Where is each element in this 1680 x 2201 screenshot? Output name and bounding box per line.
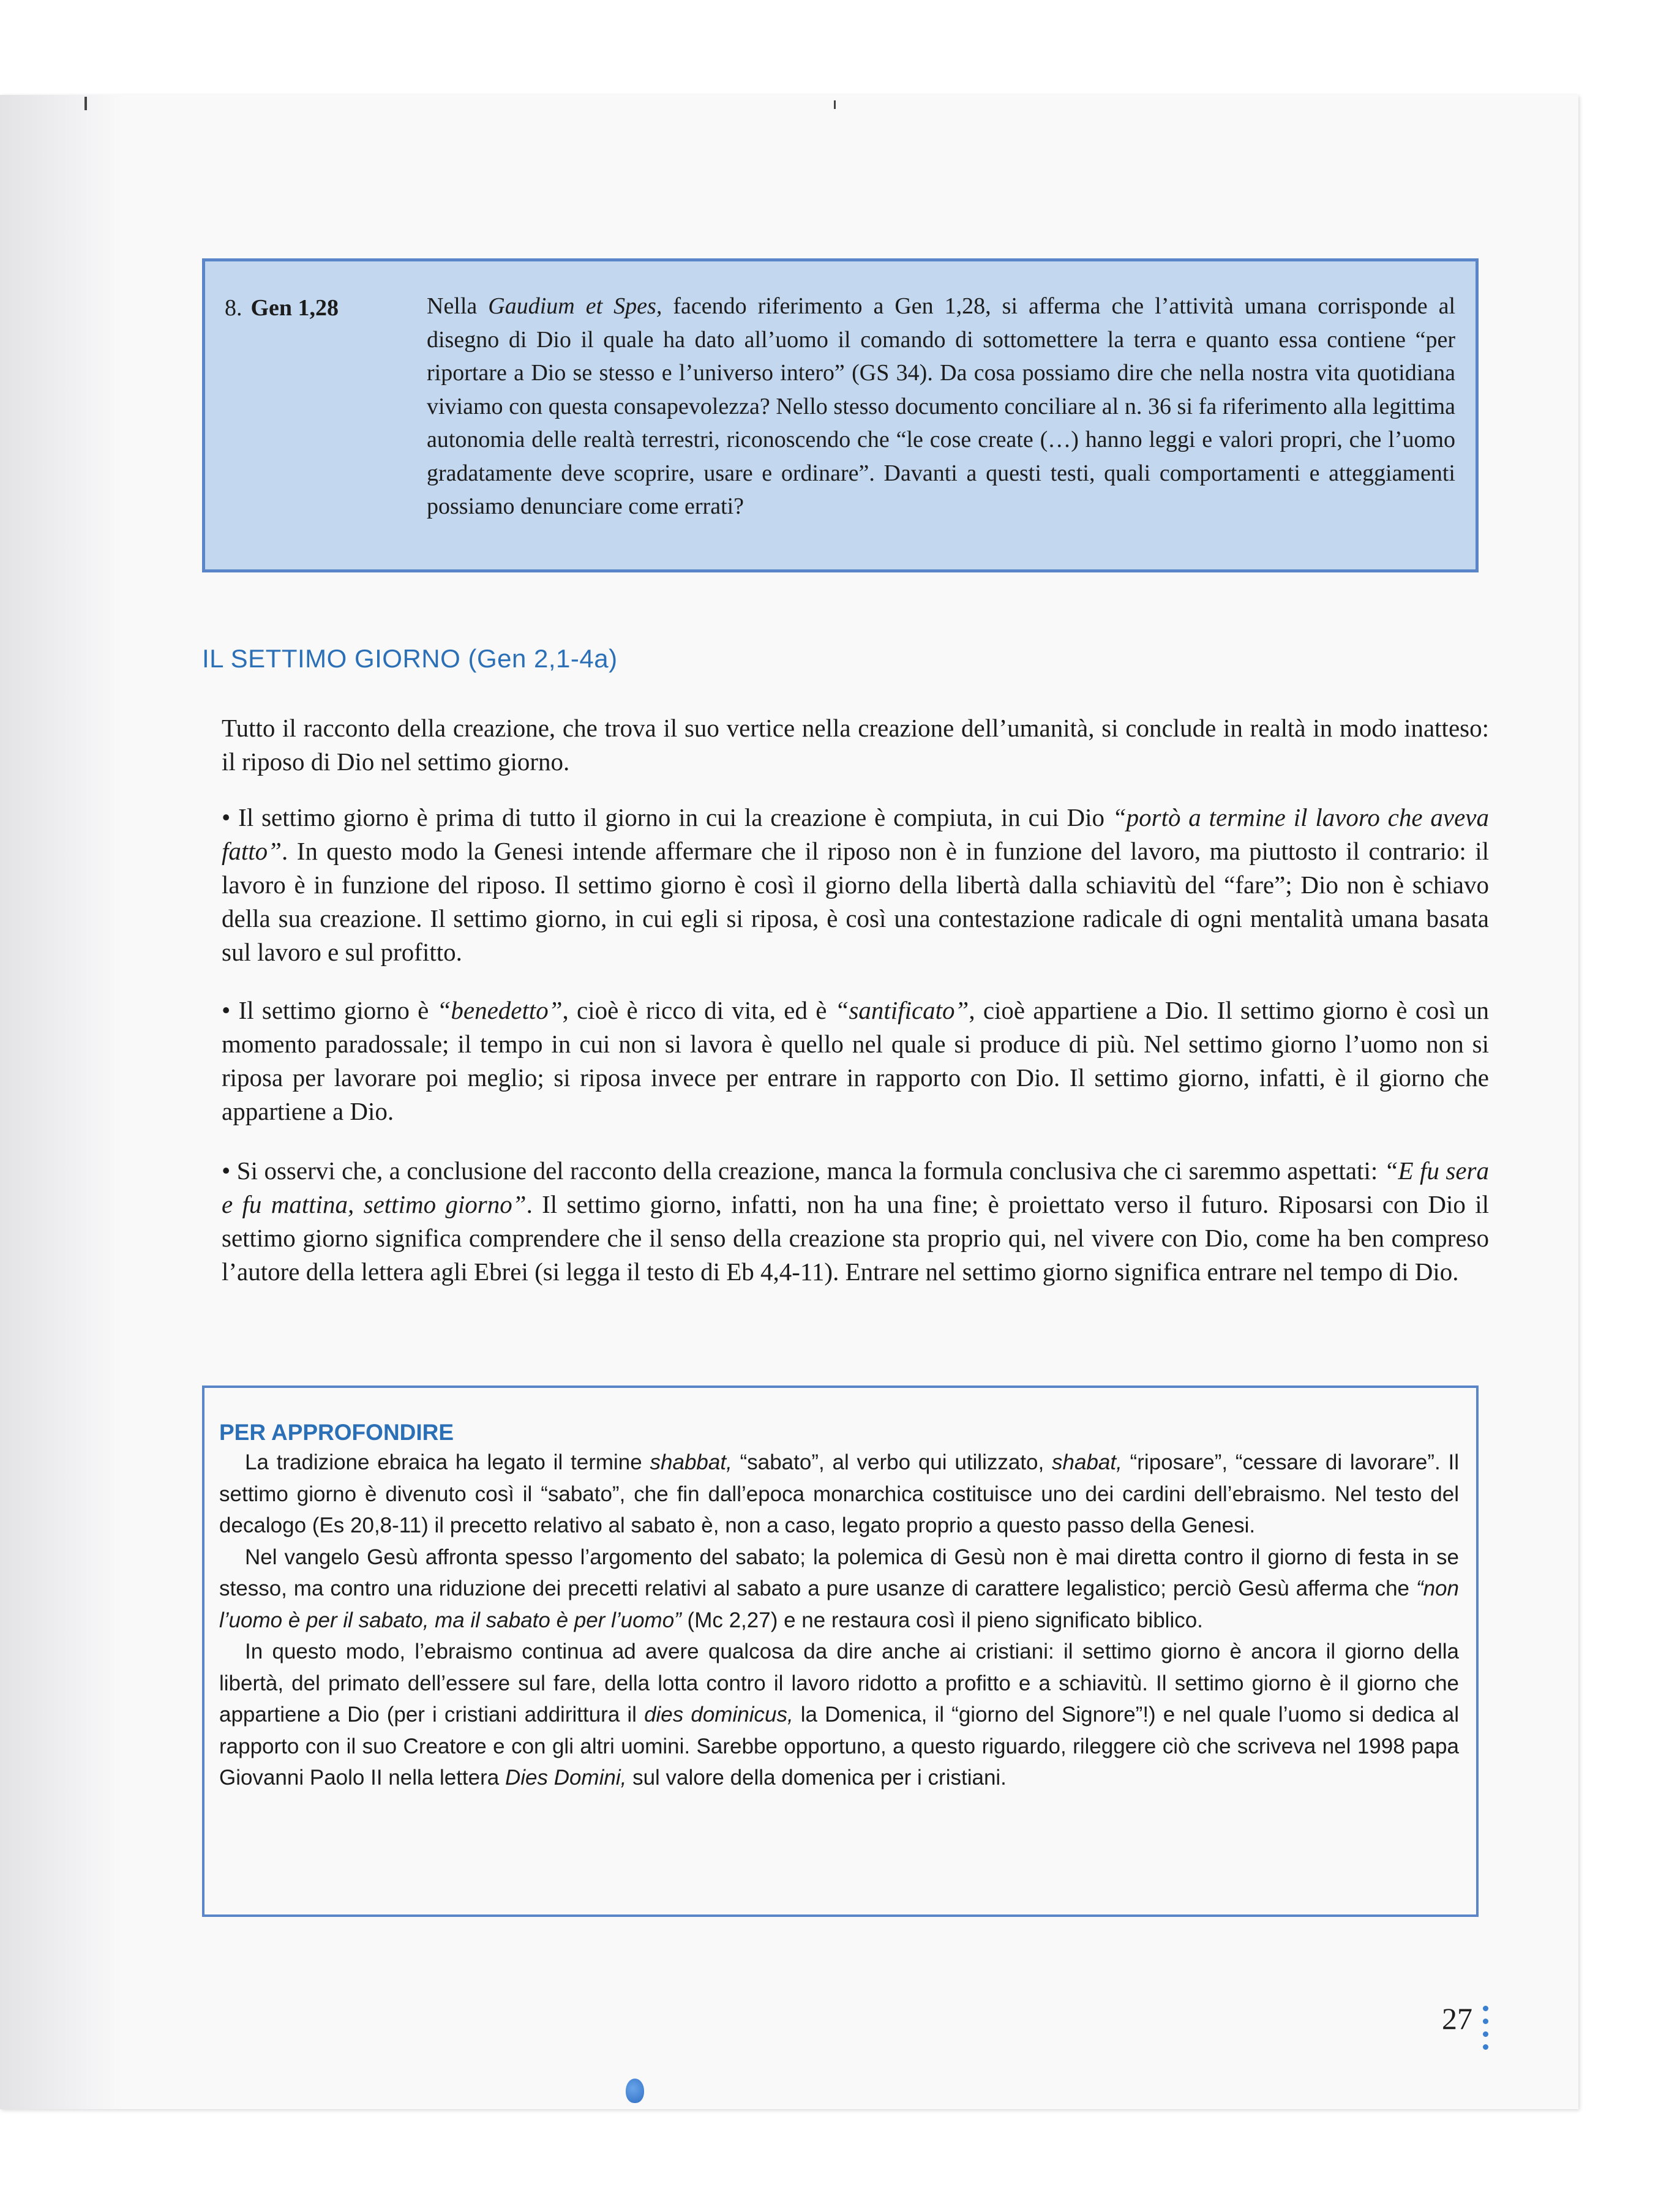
text-run: “sabato”, al verbo qui utilizzato, xyxy=(732,1450,1052,1474)
text-run: sul valore della domenica per i cristiani. xyxy=(626,1766,1007,1790)
body-paragraph-bullet-1 xyxy=(222,801,1489,969)
deepening-title: PER APPROFONDIRE xyxy=(219,1420,454,1445)
deepening-paragraph-3 xyxy=(219,1636,1459,1794)
ink-drop-icon xyxy=(626,2079,644,2103)
text-run: Nel vangelo Gesù affronta spesso l’argomento del sabato; la polemica di Gesù non è mai diretta contro il giorno di festa in se stesso, ma contro una riduzione dei precetti relativi al sabato a pure usanze di carattere legalistico; perciò Gesù afferma che xyxy=(219,1545,1459,1600)
text-run: la Domenica, il “giorno del Signore”!) e nel quale l’uomo si dedica al rapporto con il suo Creatore e con gli altri uomini. Sarebbe opportuno, a questo riguardo, rileggere ciò che scriveva nel 1998 papa Giovanni Paolo II nella lettera xyxy=(219,1703,1459,1790)
text-run: • Il settimo giorno è prima di tutto il giorno in cui la creazione è compiuta, in cui Dio xyxy=(222,803,1112,831)
text-run: Nella xyxy=(427,293,489,319)
deepening-text xyxy=(219,1447,1459,1794)
question-number: 8. xyxy=(225,295,242,321)
question-box xyxy=(202,258,1479,572)
page-gutter-shadow xyxy=(0,95,122,2109)
question-label xyxy=(225,294,339,321)
deepening-paragraph-2 xyxy=(219,1542,1459,1637)
text-run: “riposare”, “cessare di lavorare”. Il settimo giorno è divenuto così il “sabato”, che fin dall’epoca monarchica costituisce uno dei cardini dell’ebraismo. Nel testo del decalogo (Es 20,8-11) il precetto relativo al sabato è, non a caso, legato proprio a questo passo della Genesi. xyxy=(219,1450,1459,1537)
text-run: , cioè è ricco di vita, ed è xyxy=(562,996,835,1024)
italic-run: “benedetto” xyxy=(437,996,563,1024)
body-paragraph-bullet-3 xyxy=(222,1154,1489,1289)
text-run: • Il settimo giorno è xyxy=(222,996,437,1024)
body-paragraph-bullet-2 xyxy=(222,994,1489,1128)
italic-run: shabat, xyxy=(1052,1450,1122,1474)
text-run: Tutto il racconto della creazione, che trova il suo vertice nella creazione dell’umanità, si conclude in realtà in modo inatteso: il riposo di Dio nel settimo giorno. xyxy=(222,714,1489,776)
crop-mark xyxy=(84,97,87,110)
page-number: 27 xyxy=(1442,2001,1472,2036)
page-dots-ornament xyxy=(1483,2006,1489,2057)
question-reference: Gen 1,28 xyxy=(250,295,339,321)
italic-run: “E fu sera e fu mattina, settimo giorno” xyxy=(222,1157,1489,1218)
text-run: , cioè appartiene a Dio. Il settimo giorno è così un momento paradossale; il tempo in cui non si lavora è quello nel quale si produce di più. Nel settimo giorno l’uomo non si riposa per lavorare poi meglio; si riposa invece per entrare in rapporto con Dio. Il settimo giorno, infatti, è il giorno che appartiene a Dio. xyxy=(222,996,1489,1125)
section-heading: IL SETTIMO GIORNO (Gen 2,1-4a) xyxy=(202,644,618,673)
text-run: facendo riferimento a Gen 1,28, si afferma che l’attività umana corrisponde al disegno di Dio il quale ha dato all’uomo il comando di sottomettere la terra e quanto essa contiene “per riportare a Dio se stesso e l’universo intero” (GS 34). Da cosa possiamo dire che nella nostra vita quotidiana viviamo con questa consapevolezza? Nello stesso documento conciliare al n. 36 si fa riferimento alla legittima autonomia delle realtà terrestri, riconoscendo che “le cose create (…) hanno leggi e valori propri, che l’uomo gradatamente deve scoprire, usare e ordinare”. Davanti a questi testi, quali comportamenti e atteggiamenti possiamo denunciare come errati? xyxy=(427,293,1456,519)
text-run: (Mc 2,27) e ne restaura così il pieno significato biblico. xyxy=(681,1608,1203,1632)
italic-run: Gaudium et Spes, xyxy=(488,293,662,319)
body-paragraph-intro xyxy=(222,711,1489,779)
text-run: . Il settimo giorno, infatti, non ha una fine; è proiettato verso il futuro. Riposarsi con Dio il settimo giorno significa comprendere che il senso della creazione sta proprio qui, nel vivere con Dio, come ha ben compreso l’autore della lettera agli Ebrei (si legga il testo di Eb 4,4-11). Entrare nel settimo giorno significa entrare nel tempo di Dio. xyxy=(222,1190,1489,1286)
italic-run: “santificato” xyxy=(834,996,969,1024)
text-run: • Si osservi che, a conclusione del racconto della creazione, manca la formula conclusiva che ci saremmo aspettati: xyxy=(222,1157,1384,1185)
deepening-paragraph-1 xyxy=(219,1447,1459,1542)
italic-run: dies dominicus, xyxy=(644,1703,793,1727)
question-text xyxy=(427,290,1455,523)
deepening-box xyxy=(202,1385,1479,1917)
italic-run: shabbat, xyxy=(650,1450,732,1474)
italic-run: “portò a termine il lavoro che aveva fatto” xyxy=(222,803,1489,865)
crop-mark xyxy=(834,100,836,109)
text-run: In questo modo, l’ebraismo continua ad avere qualcosa da dire anche ai cristiani: il settimo giorno è ancora il giorno della libertà, del primato dell’essere sul fare, della lotta contro il lavoro ridotto a profitto e a schiavitù. Il settimo giorno è il giorno che appartiene a Dio (per i cristiani addirittura il xyxy=(219,1640,1459,1727)
text-run: . In questo modo la Genesi intende affermare che il riposo non è in funzione del lavoro, ma piuttosto il contrario: il lavoro è in funzione del riposo. Il settimo giorno è così il giorno della libertà dalla schiavitù del “fare”; Dio non è schiavo della sua creazione. Il settimo giorno, in cui egli si riposa, è così una contestazione radicale di ogni mentalità umana basata sul lavoro e sul profitto. xyxy=(222,837,1489,966)
italic-run: “non l’uomo è per il sabato, ma il sabato è per l’uomo” xyxy=(219,1577,1459,1632)
italic-run: Dies Domini, xyxy=(504,1766,627,1790)
text-run: La tradizione ebraica ha legato il termine xyxy=(245,1450,650,1474)
